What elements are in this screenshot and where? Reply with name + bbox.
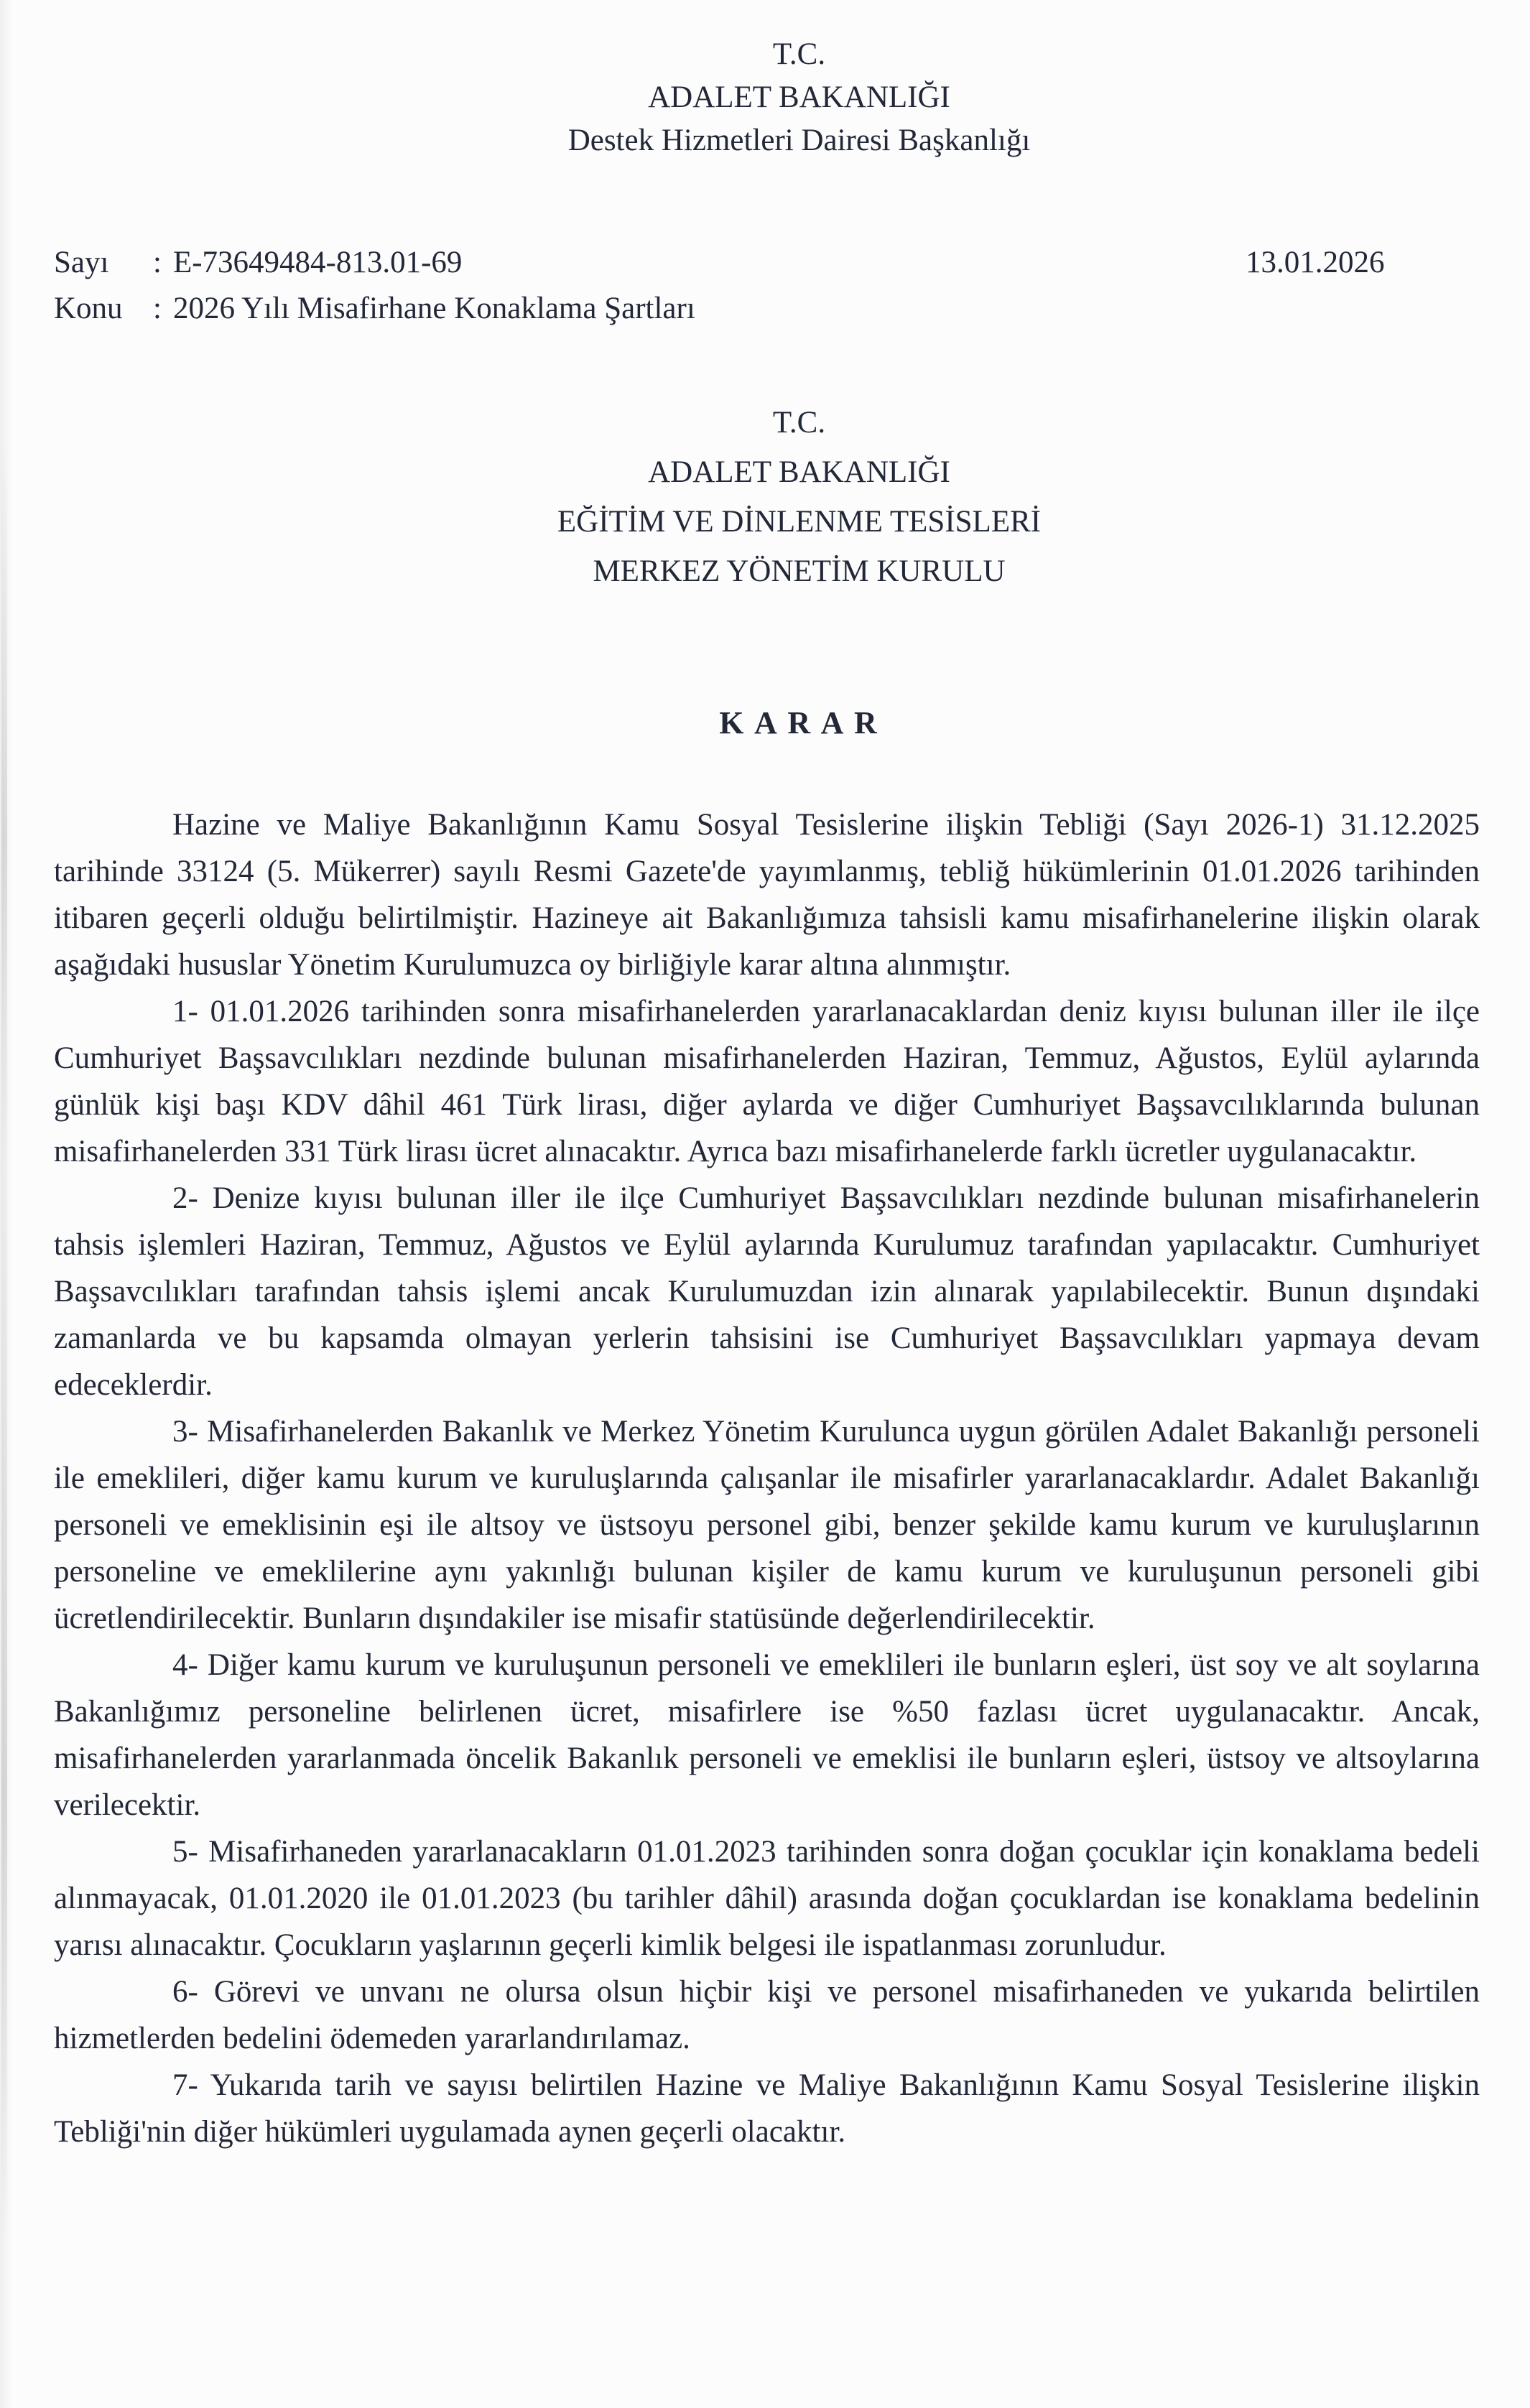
document-meta [54,240,1480,332]
letterhead-ministry: ADALET BAKANLIĞI [648,80,950,114]
decision-item-6: 6- Görevi ve unvanı ne olursa olsun hiçbir kişi ve personel misafirhaneden ve yukarıda belirtilen hizmetlerden bedelini ödemeden yararlandırılamaz. [54,1975,1480,2055]
document-date: 13.01.2026 [1246,246,1385,279]
decision-item-1: 1- 01.01.2026 tarihinden sonra misafirhanelerden yararlanacaklardan deniz kıyısı bulunan iller ile ilçe Cumhuriyet Başsavcılıkları nezdinde bulunan misafirhanelerden Haziran, Temmuz, Ağustos, Eylül aylarında günlük kişi başı KDV dâhil 461 Türk lirası, diğer aylarda ve diğer Cumhuriyet Başsavcılıklarında bulunan misafirhanelerden 331 Türk lirası ücret alınacaktır. Ayrıca bazı misafirhanelerde farklı ücretler uygulanacaktır. [54,995,1480,1168]
decision-item-5: 5- Misafirhaneden yararlanacakların 01.01.2023 tarihinden sonra doğan çocuklar için konaklama bedeli alınmayacak, 01.01.2020 ile 01.01.2023 (bu tarihler dâhil) arasında doğan çocuklardan ise konaklama bedelinin yarısı alınacaktır. Çocukların yaşlarının geçerli kimlik belgesi ile ispatlanması zorunludur. [54,1835,1480,1962]
sayi-colon: : [153,246,162,279]
konu-colon: : [153,292,162,325]
board-republic: T.C. [772,406,826,440]
decision-item-4: 4- Diğer kamu kurum ve kuruluşunun personeli ve emeklileri ile bunların eşleri, üst soy ve alt soylarına Bakanlığımız personeline belirlenen ücret, misafirlere ise %50 fazlası ücret uygulanacaktır. Ancak, misafirhanelerden yararlanmada öncelik Bakanlık personeli ve emeklisi ile bunların eşleri, üstsoy ve altsoylarına verilecektir. [54,1648,1480,1822]
sayi-value: E-73649484-813.01-69 [172,246,463,279]
decision-title: K A R A R [719,705,879,740]
letterhead-republic: T.C. [772,37,826,71]
decision-body [54,801,1480,2155]
board-ministry: ADALET BAKANLIĞI [648,455,950,489]
board-committee: MERKEZ YÖNETİM KURULU [593,554,1006,588]
letterhead [86,33,1512,162]
decision-item-7: 7- Yukarıda tarih ve sayısı belirtilen Hazine ve Maliye Bakanlığının Kamu Sosyal Tesislerine ilişkin Tebliği'nin diğer hükümleri uygulamada aynen geçerli olacaktır. [54,2068,1480,2149]
board-header [86,398,1512,596]
decision-intro-paragraph: Hazine ve Maliye Bakanlığının Kamu Sosyal Tesislerine ilişkin Tebliği (Sayı 2026-1) 31.12.2025 tarihinde 33124 (5. Mükerrer) sayılı Resmi Gazete'de yayımlanmış, tebliğ hükümlerinin 01.01.2026 tarihinden itibaren geçerli olduğu belirtilmiştir. Hazineye ait Bakanlığımıza tahsisli kamu misafirhanelerine ilişkin olarak aşağıdaki hususlar Yönetim Kurulumuzca oy birliğiyle karar altına alınmıştır. [54,808,1480,982]
letterhead-department: Destek Hizmetleri Dairesi Başkanlığı [567,124,1031,157]
meta-konu-row [54,286,1480,332]
scan-artifact [1,445,7,2241]
konu-value: 2026 Yılı Misafirhane Konaklama Şartları [172,292,695,325]
decision-item-2: 2- Denize kıyısı bulunan iller ile ilçe Cumhuriyet Başsavcılıkları nezdinde bulunan misafirhanelerin tahsis işlemleri Haziran, Temmuz, Ağustos ve Eylül aylarında Kurulumuz tarafından yapılacaktır. Cumhuriyet Başsavcılıkları tarafından tahsis işlemi ancak Kurulumuzdan izin alınarak yapılabilecektir. Bunun dışındaki zamanlarda ve bu kapsamda olmayan yerlerin tahsisini ise Cumhuriyet Başsavcılıkları yapmaya devam edeceklerdir. [54,1181,1480,1402]
sayi-label: Sayı [54,246,109,279]
board-facilities: EĞİTİM VE DİNLENME TESİSLERİ [557,505,1042,539]
konu-label: Konu [54,292,123,325]
decision-item-3: 3- Misafirhanelerden Bakanlık ve Merkez Yönetim Kurulunca uygun görülen Adalet Bakanlığı personeli ile emeklileri, diğer kamu kurum ve kuruluşlarında çalışanlar ile misafirler yararlanacaklardır. Adalet Bakanlığı personeli ve emeklisinin eşi ile altsoy ve üstsoyu personel gibi, benzer şekilde kamu kurum ve kuruluşlarının personeline ve emeklilerine aynı yakınlığı bulunan kişiler de kamu kurum ve kuruluşunun personeli gibi ücretlendirilecektir. Bunların dışındakiler ise misafir statüsünde değerlendirilecektir. [54,1415,1480,1635]
